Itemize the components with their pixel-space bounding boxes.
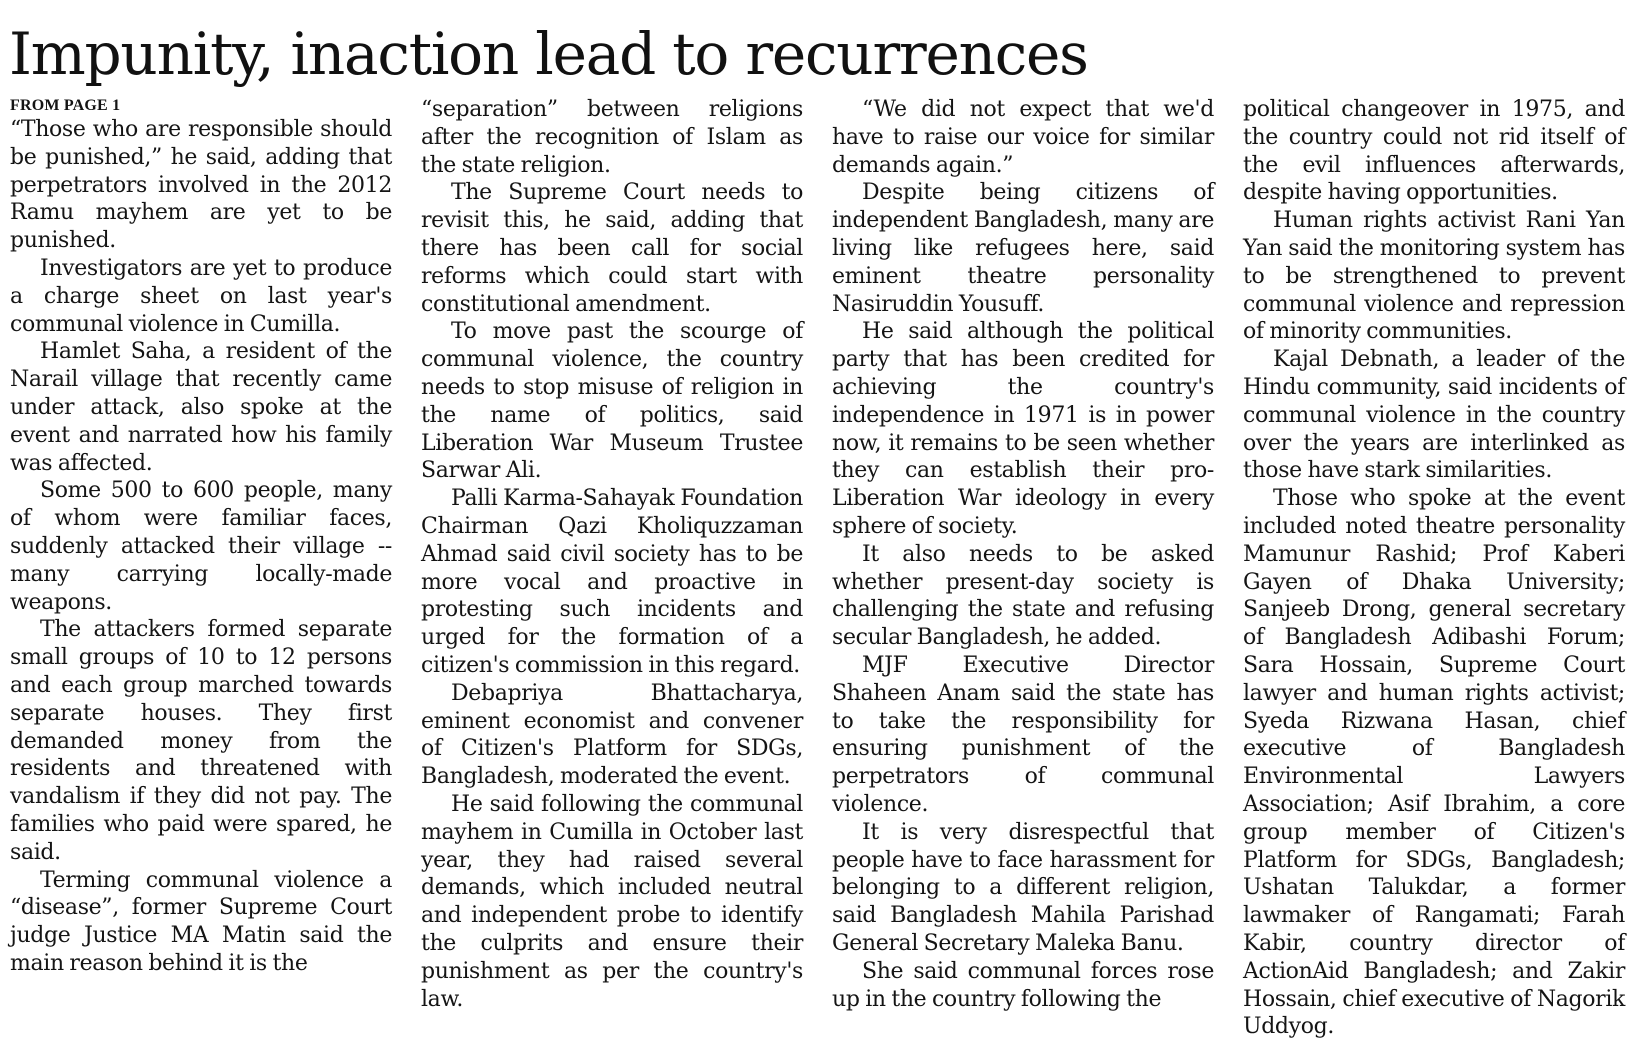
paragraph: To move past the scourge of communal violence, the country needs to stop misuse of religion in the name of politics, said Liberation War Museum Trustee Sarwar Ali. xyxy=(421,319,803,484)
column-3 xyxy=(832,96,1214,1012)
paragraph: It is very disrespectful that people have to face harassment for belonging to a different religion, said Bangladesh Mahila Parishad General Secretary Maleka Banu. xyxy=(832,819,1214,956)
paragraph: Human rights activist Rani Yan Yan said the monitoring system has to be strengthened to prevent communal violence and repression of minority communities. xyxy=(1243,208,1625,345)
paragraph: Hamlet Saha, a resident of the Narail village that recently came under attack, also spoke at the event and narrated how his family was affected. xyxy=(10,339,392,476)
paragraph: Some 500 to 600 people, many of whom were familiar faces, suddenly attacked their village -- many carrying locally-made weapons. xyxy=(10,478,392,615)
column-1 xyxy=(10,96,392,996)
paragraph: Investigators are yet to produce a charge sheet on last year's communal violence in Cumilla. xyxy=(10,255,392,337)
column-2 xyxy=(421,96,803,1012)
paragraph: political changeover in 1975, and the country could not rid itself of the evil influences afterwards, despite having opportunities. xyxy=(1243,97,1625,206)
paragraph: Kajal Debnath, a leader of the Hindu community, said incidents of communal violence in the country over the years are interlinked as those have stark similarities. xyxy=(1243,347,1625,484)
article-body xyxy=(10,96,1625,1040)
paragraph: Despite being citizens of independent Bangladesh, many are living like refugees here, said eminent theatre personality Nasiruddin Yousuff. xyxy=(832,180,1214,317)
paragraph: Those who spoke at the event included noted theatre personality Mamunur Rashid; Prof Kaberi Gayen of Dhaka University; Sanjeeb Drong, general secretary of Bangladesh Adibashi Forum; Sara Hossain, Supreme Court lawyer and human rights activist; Syeda Rizwana Hasan, chief executive of Bangladesh Environmental Lawyers Association; Asif Ibrahim, a core group member of Citizen's Platform for SDGs, Bangladesh; Ushatan Talukdar, a former lawmaker of Rangamati; Farah Kabir, country director of ActionAid Bangladesh; and Zakir Hossain, chief executive of Nagorik Uddyog. xyxy=(1243,486,1625,1040)
paragraph: He said following the communal mayhem in Cumilla in October last year, they had raised several demands, which included neutral and independent probe to identify the culprits and ensure their punishment as per the country's law. xyxy=(421,791,803,1012)
paragraph: Debapriya Bhattacharya, eminent economist and convener of Citizen's Platform for SDGs, Bangladesh, moderated the event. xyxy=(421,680,803,790)
paragraph: “Those who are responsible should be punished,” he said, adding that perpetrators involved in the 2012 Ramu mayhem are yet to be punished. xyxy=(10,117,392,254)
paragraph: It also needs to be asked whether present-day society is challenging the state and refusing secular Bangladesh, he added. xyxy=(832,541,1214,651)
paragraph: “separation” between religions after the recognition of Islam as the state religion. xyxy=(421,97,803,178)
paragraph: He said although the political party that has been credited for achieving the country's independence in 1971 is in power now, it remains to be seen whether they can establish their pro-Liberation War ideology in every sphere of society. xyxy=(832,319,1214,539)
paragraph: MJF Executive Director Shaheen Anam said the state has to take the responsibility for ensuring punishment of the perpetrators of communal violence. xyxy=(832,652,1214,817)
continuation-kicker: FROM PAGE 1 xyxy=(10,97,121,114)
column-4 xyxy=(1243,96,1625,1040)
paragraph: Terming communal violence a “disease”, former Supreme Court judge Justice MA Matin said the main reason behind it is the xyxy=(10,867,392,976)
paragraph: The Supreme Court needs to revisit this, he said, adding that there has been call for social reforms which could start with constitutional amendment. xyxy=(421,180,803,317)
paragraph: She said communal forces rose up in the country following the xyxy=(832,958,1214,1012)
paragraph: Palli Karma-Sahayak Foundation Chairman Qazi Kholiquzzaman Ahmad said civil society has to be more vocal and proactive in protesting such incidents and urged for the formation of a citizen's commission in this regard. xyxy=(421,486,803,678)
paragraph: “We did not expect that we'd have to raise our voice for similar demands again.” xyxy=(832,97,1214,178)
headline: Impunity, inaction lead to recurrences xyxy=(9,20,1088,88)
paragraph: The attackers formed separate small groups of 10 to 12 persons and each group marched towards separate houses. They first demanded money from the residents and threatened with vandalism if they did not pay. The families who paid were spared, he said. xyxy=(10,617,392,865)
